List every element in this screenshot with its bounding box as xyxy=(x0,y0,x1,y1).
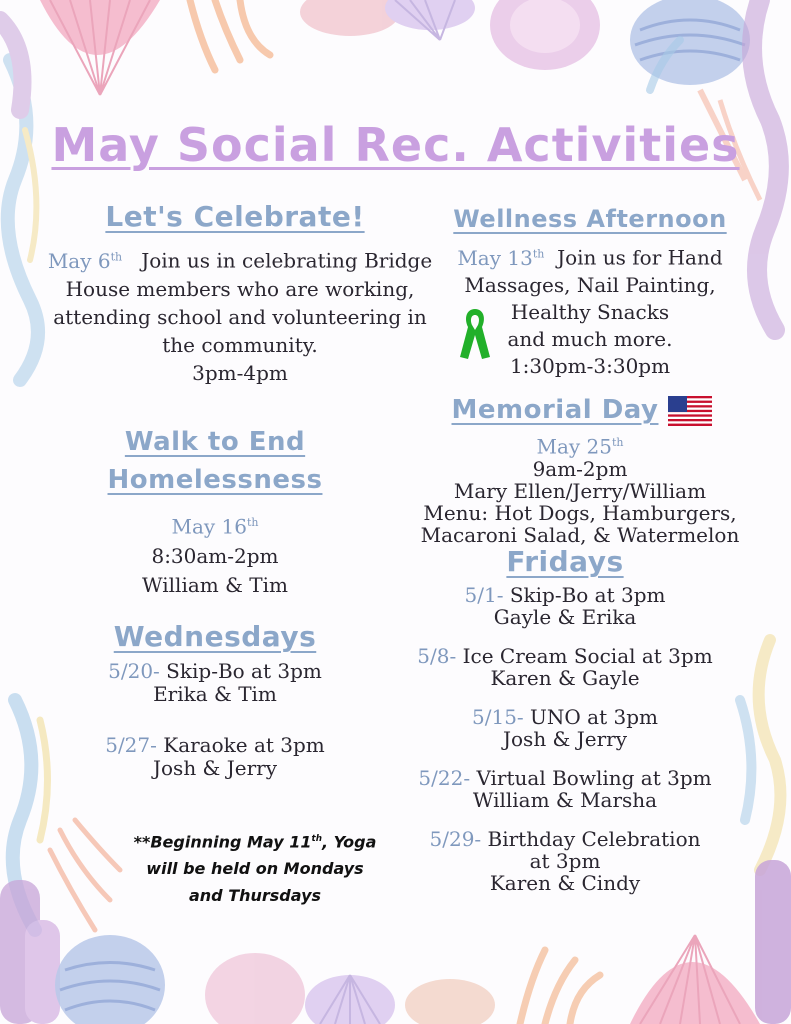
list-item: 5/15- UNO at 3pm Josh & Jerry xyxy=(472,705,658,751)
wellness-line3: Healthy Snacks xyxy=(510,299,670,324)
walk-heading: Walk to End Homelessness xyxy=(107,427,323,495)
list-item: 5/20- Skip-Bo at 3pm Erika & Tim xyxy=(108,659,322,706)
celebrate-line3: attending school and volunteering in xyxy=(53,304,427,329)
walk-date: May 16th xyxy=(171,514,259,539)
list-item: 5/22- Virtual Bowling at 3pm William & Marsha xyxy=(418,766,712,812)
memorial-menu-line1: Menu: Hot Dogs, Hamburgers, xyxy=(423,500,737,525)
walk-section xyxy=(90,508,340,600)
coral-bottom-left xyxy=(0,880,60,1024)
memorial-time: 9am-2pm xyxy=(532,456,628,481)
shells-top-center xyxy=(300,0,600,70)
celebrate-heading: Let's Celebrate! xyxy=(105,200,365,233)
celebrate-line4: the community. xyxy=(162,332,318,357)
list-item: 5/27- Karaoke at 3pm Josh & Jerry xyxy=(105,733,325,780)
wellness-time: 1:30pm-3:30pm xyxy=(509,353,671,378)
memorial-section xyxy=(380,432,780,546)
shells-bottom-center xyxy=(205,953,495,1024)
memorial-people: Mary Ellen/Jerry/William xyxy=(453,478,707,503)
cone-shell-bottom-left xyxy=(55,935,165,1024)
list-item: 5/8- Ice Cream Social at 3pm Karen & Gayle xyxy=(417,644,713,690)
flyer-title: May Social Rec. Activities xyxy=(51,118,740,172)
yoga-note: **Beginning May 11th, Yoga will be held on Mondays and Thursdays xyxy=(133,832,377,906)
celebrate-line2: House members who are working, xyxy=(65,276,415,301)
celebrate-line1: Join us in celebrating Bridge xyxy=(141,248,433,273)
celebrate-section xyxy=(30,243,450,387)
fridays-heading: Fridays xyxy=(506,545,624,578)
celebrate-time: 3pm-4pm xyxy=(192,360,288,385)
walk-people: William & Tim xyxy=(142,572,288,597)
wellness-line4: and much more. xyxy=(507,326,673,351)
walk-time: 8:30am-2pm xyxy=(151,543,279,568)
wellness-line2: Massages, Nail Painting, xyxy=(464,272,716,297)
memorial-heading: Memorial Day xyxy=(451,395,659,425)
scallop-shell-top-left xyxy=(40,0,160,95)
wednesdays-list xyxy=(70,660,360,780)
wellness-line1: Join us for Hand xyxy=(557,245,723,270)
list-item: 5/1- Skip-Bo at 3pm Gayle & Erika xyxy=(464,583,666,629)
wednesdays-heading: Wednesdays xyxy=(113,620,317,653)
cone-shell-top-right xyxy=(630,0,750,85)
list-item: 5/29- Birthday Celebration at 3pm Karen & Cindy xyxy=(429,827,701,895)
wellness-date: May 13th xyxy=(457,245,545,270)
coral-top-left xyxy=(190,0,270,70)
memorial-menu-line2: Macaroni Salad, & Watermelon xyxy=(420,522,740,547)
green-awareness-ribbon-icon xyxy=(458,305,492,361)
fridays-list xyxy=(380,584,750,894)
wellness-heading: Wellness Afternoon xyxy=(453,205,727,233)
celebrate-date: May 6th xyxy=(47,248,123,273)
us-flag-icon xyxy=(668,396,712,426)
memorial-date: May 25th xyxy=(536,434,624,459)
coral-bottom-center xyxy=(520,950,600,1024)
